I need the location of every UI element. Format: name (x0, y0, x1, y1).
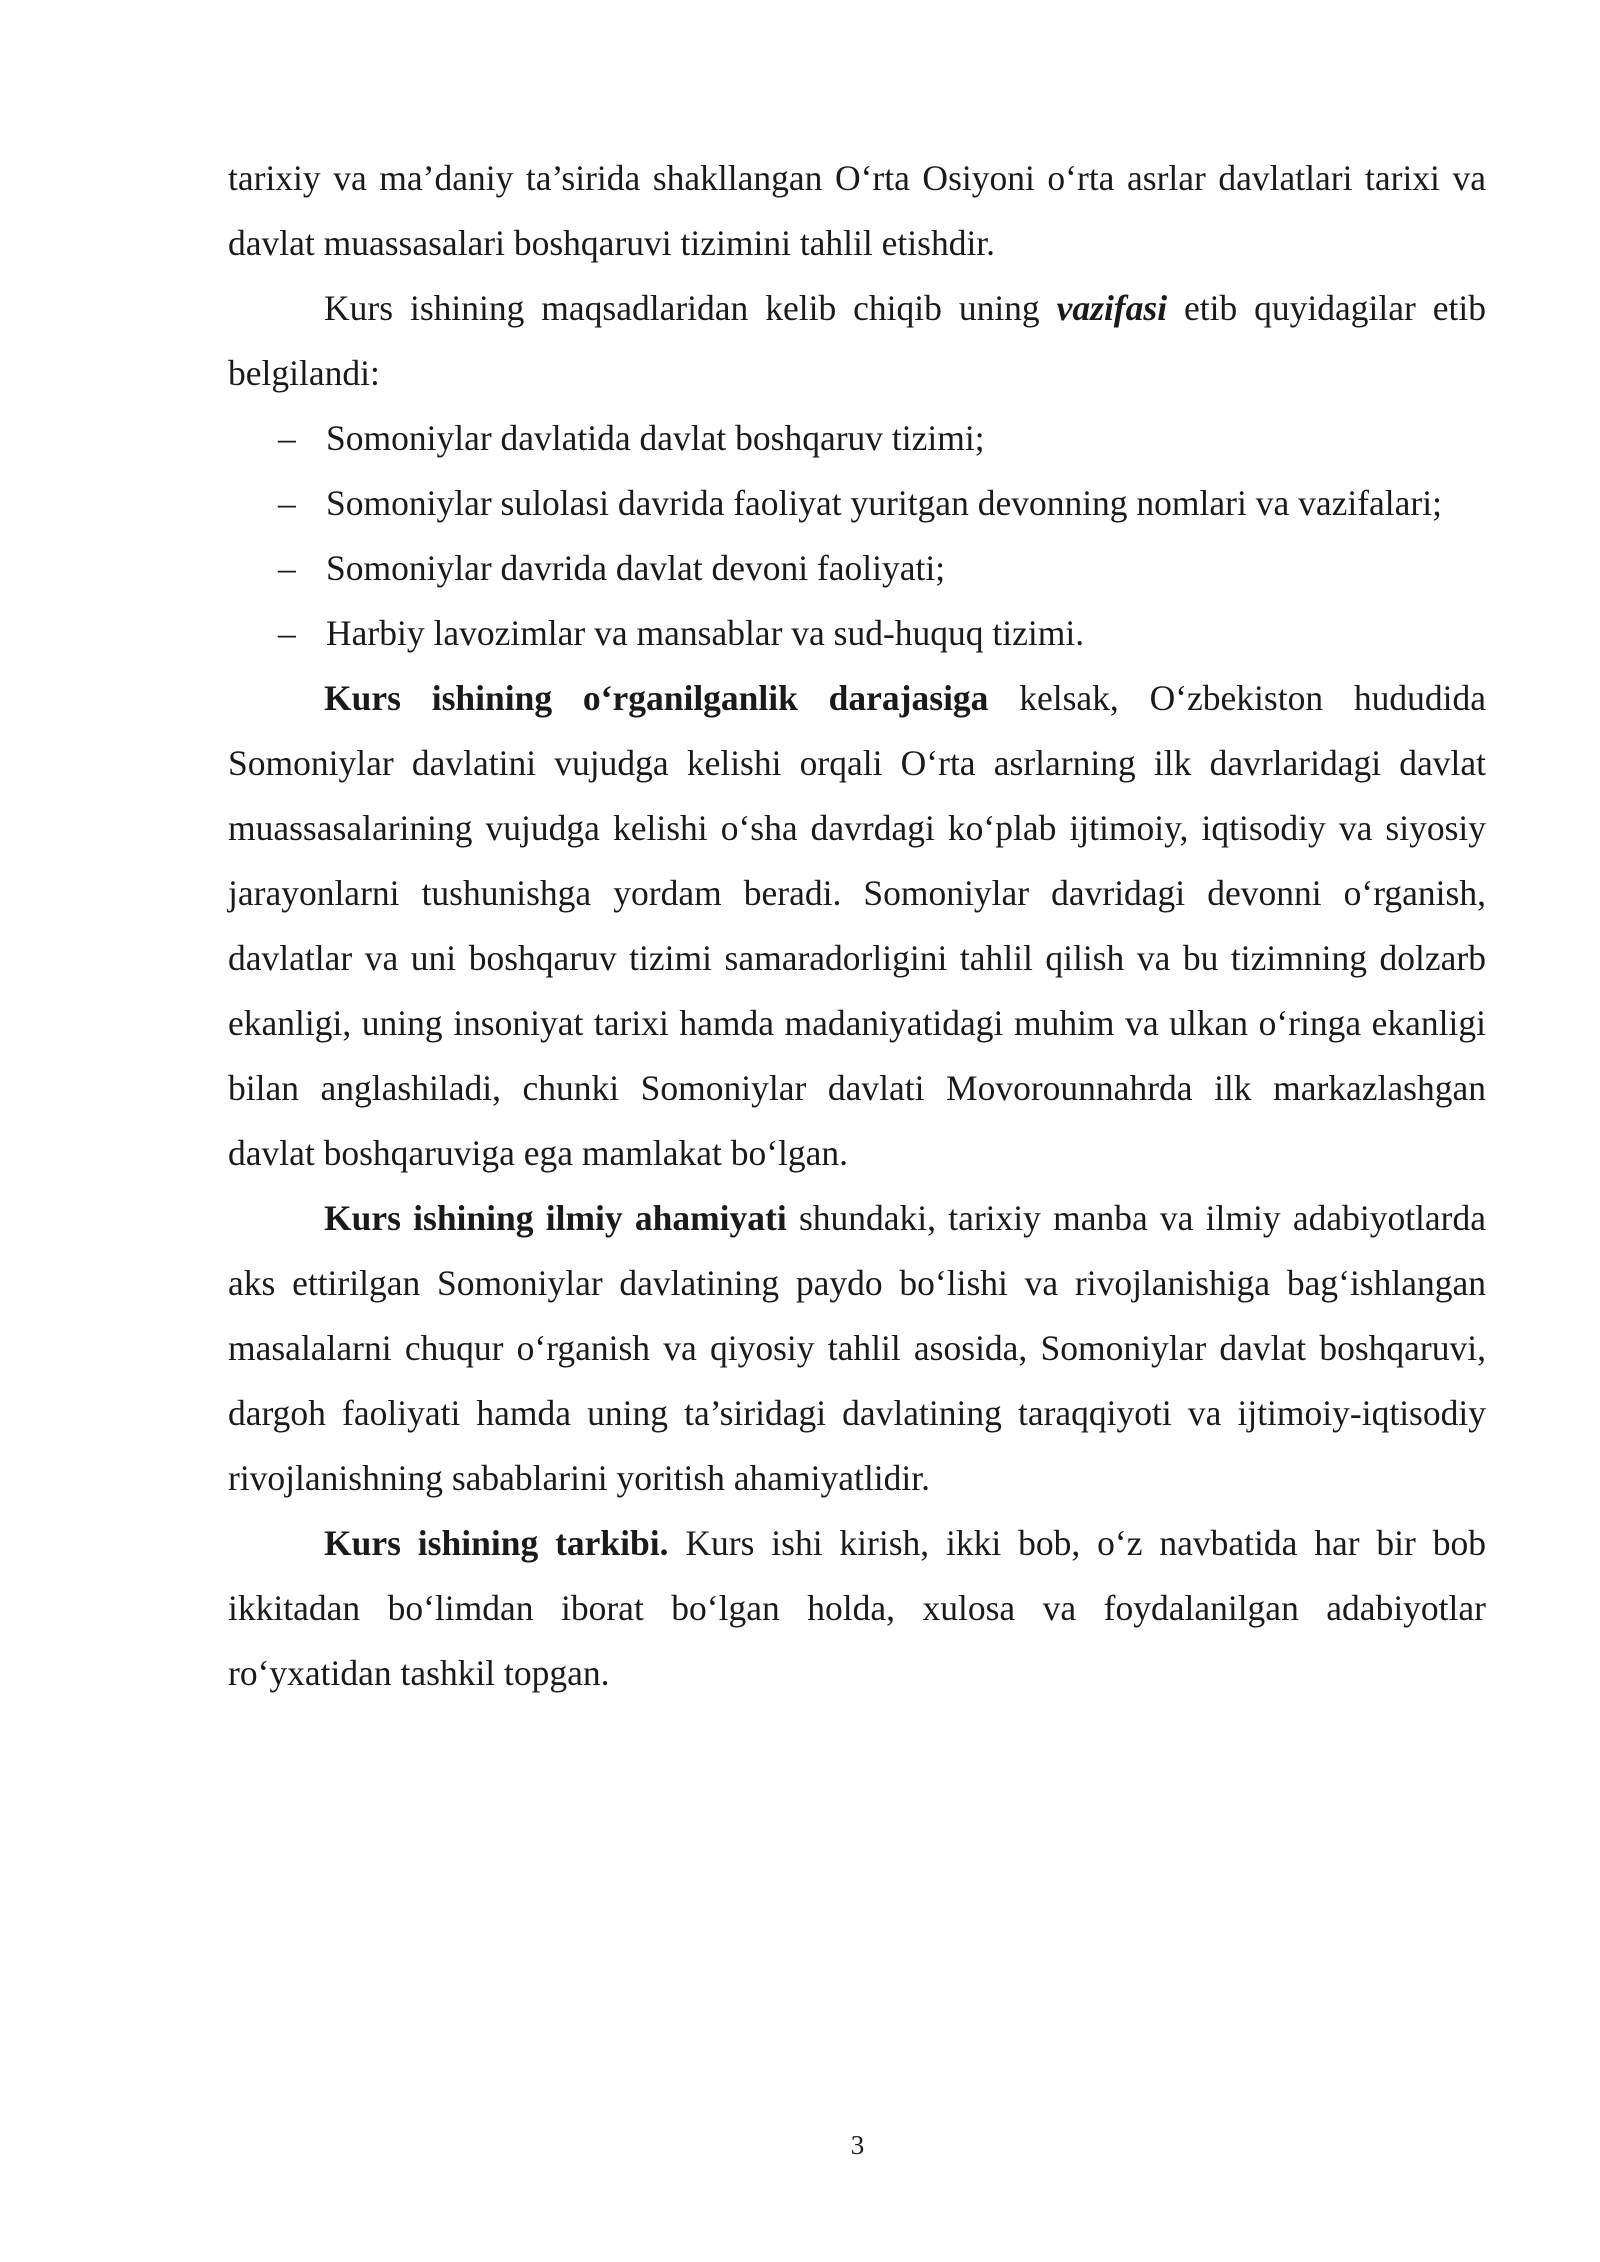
page-number: 3 (850, 2130, 865, 2160)
paragraph-purpose-continuation: tarixiy va ma’daniy ta’sirida shakllangan O‘rta Osiyoni o‘rta asrlar davlatlari tarixi va davlat muassasalari boshqaruvi tizimini tahlil etishdir. (228, 158, 1486, 263)
dash-bullet-icon: – (278, 418, 296, 458)
list-item (228, 536, 1486, 601)
significance-text: shundaki, tarixiy manba va ilmiy adabiyotlarda aks ettirilgan Somoniylar davlatining paydo bo‘lishi va rivojlanishiga bag‘ishlangan masalalarni chuqur o‘rganish va qiyosiy tahlil asosida, Somoniylar davlat boshqaruvi, dargoh faoliyati hamda uning ta’siridagi davlatining taraqqiyoti va ijtimoiy-iqtisodiy rivojlanishning sabablarini yoritish ahamiyatlidir. (228, 1198, 1487, 1498)
list-item-text: Somoniylar sulolasi davrida faoliyat yuritgan devonning nomlari va vazifalari; (326, 483, 1442, 523)
tasks-intro-text-end: etib quyidagilar etib belgilandi: (228, 288, 1487, 393)
paragraph-study-degree (228, 666, 1486, 1186)
list-item-text: Somoniylar davlatida davlat boshqaruv tizimi; (326, 418, 985, 458)
list-item-text: Harbiy lavozimlar va mansablar va sud-huquq tizimi. (326, 613, 1085, 653)
tasks-keyword: vazifasi (1056, 288, 1168, 328)
dash-bullet-icon: – (278, 483, 296, 523)
list-item-text: Somoniylar davrida davlat devoni faoliyati; (326, 548, 946, 588)
structure-text: Kurs ishi kirish, ikki bob, o‘z navbatida har bir bob ikkitadan bo‘limdan iborat bo‘lgan holda, xulosa va foydalanilgan adabiyotlar ro‘yxatidan tashkil topgan. (228, 1523, 1486, 1693)
dash-bullet-icon: – (278, 613, 296, 653)
study-degree-heading: Kurs ishining o‘rganilganlik darajasiga (324, 678, 989, 718)
paragraph-tasks-intro (228, 276, 1486, 406)
list-item (228, 471, 1486, 536)
significance-heading: Kurs ishining ilmiy ahamiyati (324, 1198, 787, 1238)
structure-heading: Kurs ishining tarkibi. (324, 1523, 669, 1563)
document-page (228, 146, 1486, 1706)
dash-bullet-icon: – (278, 548, 296, 588)
paragraph-structure (228, 1511, 1486, 1706)
list-item (228, 406, 1486, 471)
tasks-list (228, 406, 1486, 666)
paragraph-scientific-significance (228, 1186, 1486, 1511)
study-degree-text: kelsak, O‘zbekiston hududida Somoniylar davlatini vujudga kelishi orqali O‘rta asrlarning ilk davrlaridagi davlat muassasalarining vujudga kelishi o‘sha davrdagi ko‘plab ijtimoiy, iqtisodiy va siyosiy jarayonlarni tushunishga yordam beradi. Somoniylar davridagi devonni o‘rganish, davlatlar va uni boshqaruv tizimi samaradorligini tahlil qilish va bu tizimning dolzarb ekanligi, uning insoniyat tarixi hamda madaniyatidagi muhim va ulkan o‘ringa ekanligi bilan anglashiladi, chunki Somoniylar davlati Movorounnahrda ilk markazlashgan davlat boshqaruviga ega mamlakat bo‘lgan. (228, 678, 1486, 1173)
tasks-intro-text: Kurs ishining maqsadlaridan kelib chiqib uning (324, 288, 1057, 328)
list-item (228, 601, 1486, 666)
